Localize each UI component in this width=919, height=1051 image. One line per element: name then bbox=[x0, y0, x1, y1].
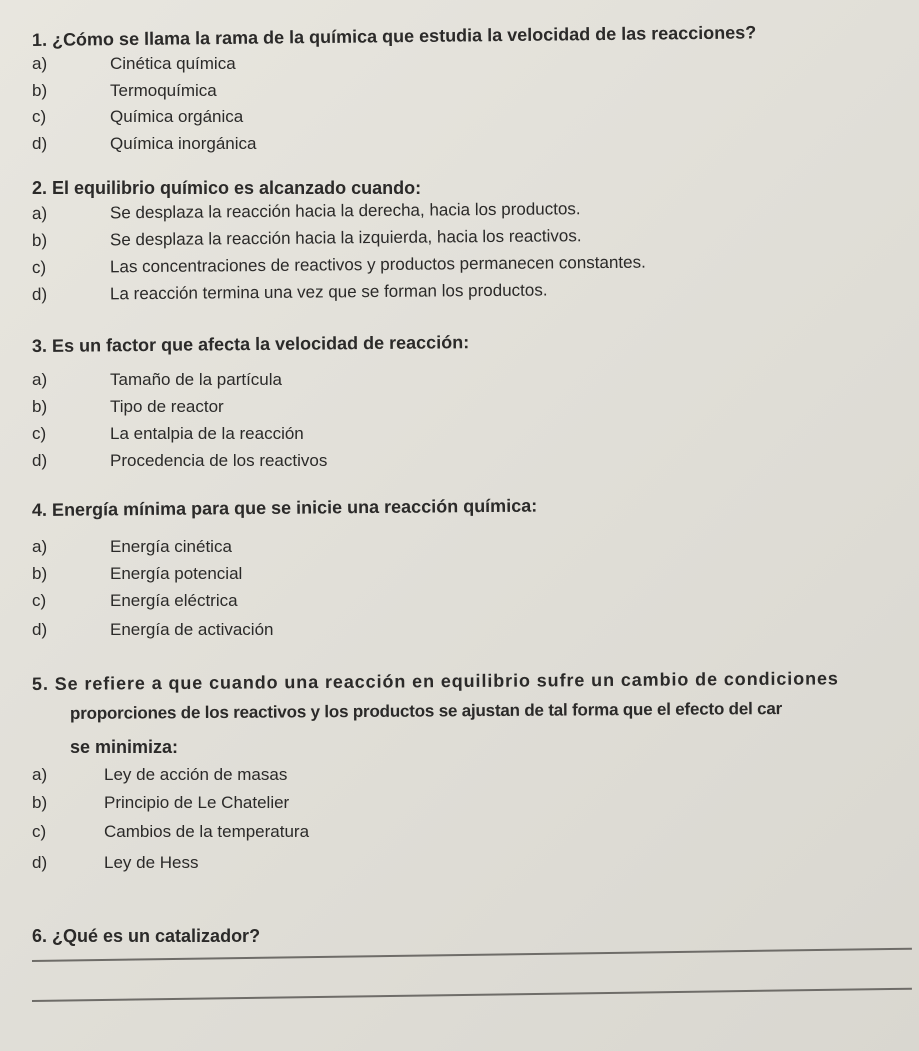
option-1d[interactable]: d) Química inorgánica bbox=[32, 134, 257, 153]
option-3b[interactable]: b) Tipo de reactor bbox=[32, 397, 224, 416]
option-1a[interactable]: a) Cinética química bbox=[32, 54, 236, 73]
option-2a[interactable]: a) Se desplaza la reacción hacia la derecha, hacia los productos. bbox=[31, 199, 581, 223]
option-5b[interactable]: b) Principio de Le Chatelier bbox=[32, 793, 290, 812]
question-6: 6. ¿Qué es un catalizador? bbox=[32, 926, 261, 946]
option-4d[interactable]: d) Energía de activación bbox=[32, 620, 274, 639]
option-4b[interactable]: b) Energía potencial bbox=[32, 564, 243, 583]
question-2: 2. El equilibrio químico es alcanzado cuando: bbox=[32, 178, 422, 198]
answer-line-1[interactable] bbox=[32, 948, 912, 962]
option-3d[interactable]: d) Procedencia de los reactivos bbox=[32, 451, 328, 470]
option-2d[interactable]: d) La reacción termina una vez que se forman los productos. bbox=[31, 280, 548, 304]
option-3a[interactable]: a) Tamaño de la partícula bbox=[32, 370, 282, 389]
answer-line-2[interactable] bbox=[32, 988, 912, 1002]
option-2c[interactable]: c) Las concentraciones de reactivos y productos permanecen constantes. bbox=[31, 252, 646, 277]
option-1c[interactable]: c) Química orgánica bbox=[32, 107, 244, 126]
option-5c[interactable]: c) Cambios de la temperatura bbox=[32, 822, 310, 841]
option-4a[interactable]: a) Energía cinética bbox=[32, 537, 232, 556]
option-3c[interactable]: c) La entalpia de la reacción bbox=[32, 424, 304, 443]
option-5d[interactable]: d) Ley de Hess bbox=[32, 853, 199, 872]
question-3: 3. Es un factor que afecta la velocidad de reacción: bbox=[31, 332, 470, 356]
question-5-line-2: proporciones de los reactivos y los productos se ajustan de tal forma que el efecto del car bbox=[69, 699, 783, 723]
question-4: 4. Energía mínima para que se inicie una reacción química: bbox=[31, 495, 538, 520]
option-2b[interactable]: b) Se desplaza la reacción hacia la izquierda, hacia los reactivos. bbox=[31, 226, 582, 250]
question-1: 1. ¿Cómo se llama la rama de la química que estudia la velocidad de las reacciones? bbox=[31, 22, 757, 50]
question-5-line-1: 5. Se refiere a que cuando una reacción en equilibrio sufre un cambio de condiciones bbox=[31, 668, 839, 694]
option-5a[interactable]: a) Ley de acción de masas bbox=[32, 765, 288, 784]
question-5-line-3: se minimiza: bbox=[70, 737, 179, 757]
option-1b[interactable]: b) Termoquímica bbox=[32, 81, 217, 100]
option-4c[interactable]: c) Energía eléctrica bbox=[32, 591, 238, 610]
